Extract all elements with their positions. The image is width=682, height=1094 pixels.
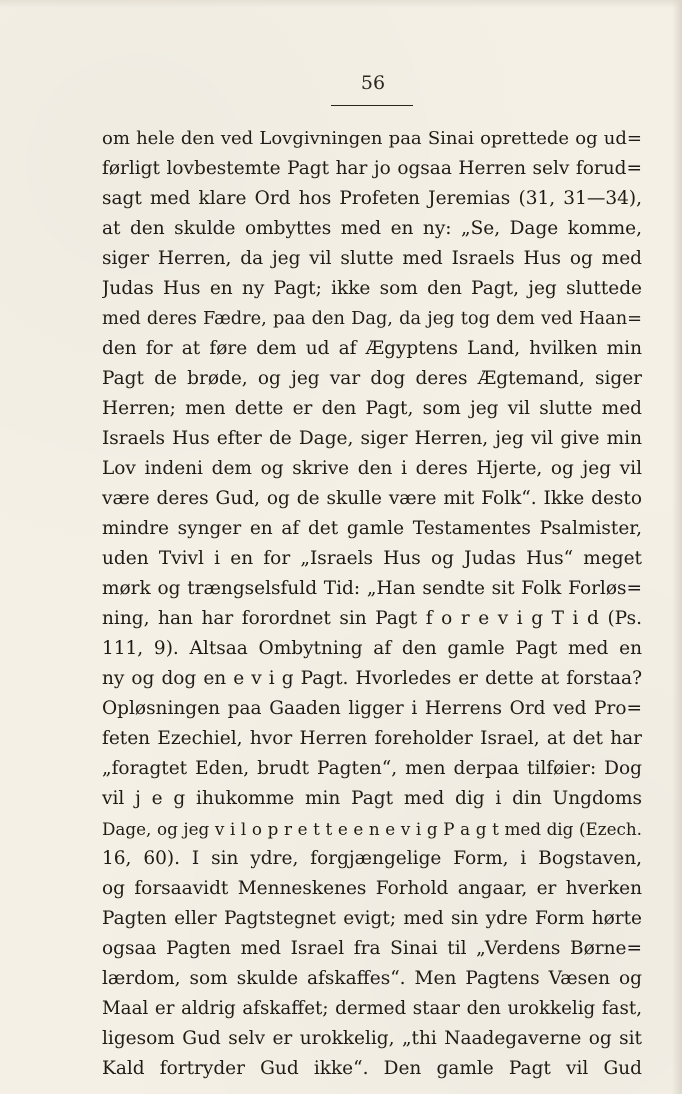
text-line: være deres Gud, og de skulle være mit Folk“. Ikke desto: [102, 488, 642, 509]
text-line: ning, han har forordnet sin Pagt f o r e v i g T i d (Ps.: [102, 608, 642, 629]
text-line: uden Tvivl i en for „Israels Hus og Judas Hus“ meget: [102, 548, 642, 569]
text-line: ny og dog en e v i g Pagt. Hvorledes er dette at forstaa?: [102, 668, 642, 689]
text-line: 16, 60). I sin ydre, forgjængelige Form, i Bogstaven,: [102, 848, 642, 869]
text-line: feten Ezechiel, hvor Herren foreholder Israel, at det har: [102, 728, 642, 749]
text-line: Maal er aldrig afskaffet; dermed staar den urokkelig fast,: [102, 998, 642, 1019]
text-line: vil j e g ihukomme min Pagt med dig i din Ungdoms: [102, 788, 642, 809]
text-line: lærdom, som skulde afskaffes“. Men Pagtens Væsen og: [102, 968, 642, 989]
text-line: ogsaa Pagten med Israel fra Sinai til „Verdens Børne=: [102, 938, 642, 959]
text-line: 111, 9). Altsaa Ombytning af den gamle Pagt med en: [102, 638, 642, 659]
text-line: Opløsningen paa Gaaden ligger i Herrens Ord ved Pro=: [102, 698, 642, 719]
text-line: mindre synger en af det gamle Testamentes Psalmister,: [102, 518, 642, 539]
text-line: sagt med klare Ord hos Profeten Jeremias (31, 31—34),: [102, 188, 642, 209]
text-line: med deres Fædre, paa den Dag, da jeg tog dem ved Haan=: [102, 309, 642, 329]
text-line: „foragtet Eden, brudt Pagten“, men derpaa tilføier: Dog: [102, 758, 642, 779]
page-edge-right: [672, 0, 682, 1094]
text-line: Judas Hus en ny Pagt; ikke som den Pagt, jeg sluttede: [102, 278, 642, 299]
text-line: Kald fortryder Gud ikke“. Den gamle Pagt vil Gud: [102, 1058, 642, 1079]
text-line: og forsaavidt Menneskenes Forhold angaar, er hverken: [102, 878, 642, 899]
text-line: Dage, og jeg v i l o p r e t t e e n e v i g P a g t med dig (Ezech.: [102, 819, 642, 839]
text-line: mørk og trængselsfuld Tid: „Han sendte sit Folk Forløs=: [102, 578, 642, 599]
body-text: [102, 124, 642, 1084]
page-edge-top: [0, 0, 682, 8]
text-line: at den skulde ombyttes med en ny: „Se, Dage komme,: [102, 218, 642, 239]
text-line: førligt lovbestemte Pagt har jo ogsaa Herren selv forud=: [102, 158, 642, 179]
text-line: om hele den ved Lovgivningen paa Sinai oprettede og ud=: [102, 128, 642, 149]
text-line: Pagt de brøde, og jeg var dog deres Ægtemand, siger: [102, 368, 642, 389]
text-line: Lov indeni dem og skrive den i deres Hjerte, og jeg vil: [102, 458, 642, 479]
page-number: 56: [360, 72, 386, 94]
text-line: den for at føre dem ud af Ægyptens Land, hvilken min: [102, 338, 642, 359]
text-line: ligesom Gud selv er urokkelig, „thi Naadegaverne og sit: [102, 1028, 642, 1049]
header-rule: [331, 105, 413, 106]
text-line: Israels Hus efter de Dage, siger Herren, jeg vil give min: [102, 428, 642, 449]
text-line: Pagten eller Pagtstegnet evigt; med sin ydre Form hørte: [102, 908, 642, 929]
text-line: Herren; men dette er den Pagt, som jeg vil slutte med: [102, 398, 642, 419]
text-line: siger Herren, da jeg vil slutte med Israels Hus og med: [102, 248, 642, 269]
